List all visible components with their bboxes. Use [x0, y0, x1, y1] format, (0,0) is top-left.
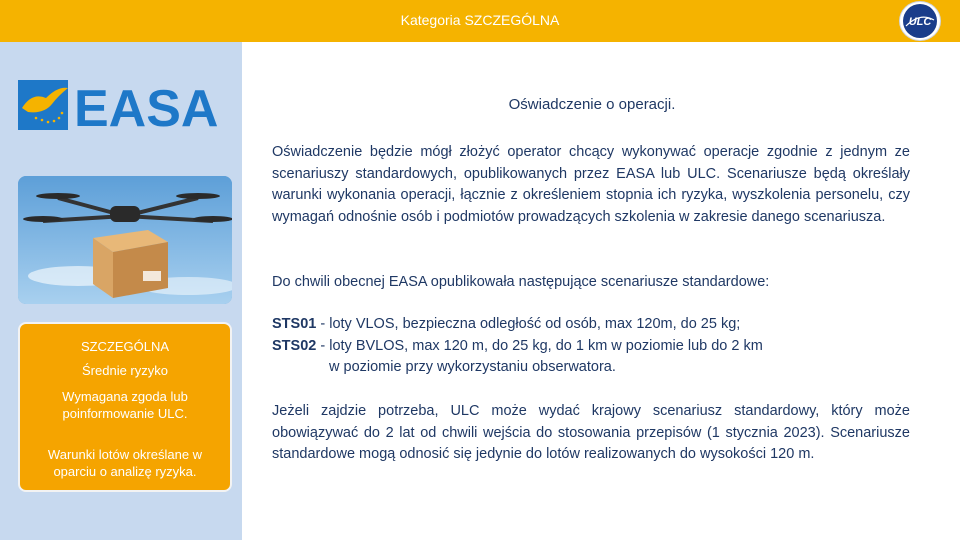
box-approval-line1: Wymagana zgoda lub — [62, 389, 188, 404]
sts01-description: - loty VLOS, bezpieczna odległość od osób, max 120m, do 25 kg; — [316, 316, 741, 332]
box-approval-line2: poinformowanie ULC. — [62, 406, 188, 421]
box-risk-level: Średnie ryzyko — [82, 363, 168, 378]
scenario-sts02 — [272, 336, 910, 358]
ulc-logo-text: ULC — [908, 16, 932, 28]
category-info-box — [18, 322, 232, 492]
paragraph-declaration: Oświadczenie będzie mógł złożyć operator chcący wykonywać operacje zgodnie z jednym ze scenariuszy standardowych, opublikowanych przez EASA lub ULC. Scenariusze będą określały warunki wykonania operacji, łącznie z określeniem stopnia ich ryzyka, wyszkolenia personelu, czy wymagań odnośnie osób i podmiotów prowadzących szkolenia w zakresie danego scenariusza. — [272, 144, 910, 225]
sts02-continuation: w poziomie przy wykorzystaniu obserwatora. — [329, 359, 616, 375]
box-conditions-line1: Warunki lotów określane w — [47, 447, 203, 462]
box-category-name: SZCZEGÓLNA — [80, 339, 170, 354]
drone-photo — [18, 176, 232, 304]
section-heading: Oświadczenie o operacji. — [508, 96, 676, 113]
easa-logo-text: EASA — [74, 80, 219, 132]
box-conditions-line2: oparciu o analizę ryzyka. — [53, 464, 197, 479]
sts01-code: STS01 — [272, 316, 317, 332]
easa-logo — [18, 78, 224, 132]
sts02-code: STS02 — [272, 337, 317, 354]
top-bar — [0, 0, 960, 42]
sts02-description: - loty BVLOS, max 120 m, do 25 kg, do 1 km w poziomie lub do 2 km — [316, 337, 763, 354]
ulc-logo — [900, 2, 940, 40]
scenario-list — [272, 314, 910, 379]
slide-category-title: Kategoria SZCZEGÓLNA — [400, 12, 560, 28]
scenario-sts01 — [272, 314, 910, 336]
paragraph-national-scenario: Jeżeli zajdzie potrzeba, ULC może wydać krajowy scenariusz standardowy, który może obowiązywać do 2 lat od chwili wejścia do stosowania przepisów (1 stycznia 2023). Scenariusze standardowe mogą odnosić się jedynie do lotów realizowanych do wysokości 120 m. — [272, 403, 910, 462]
paragraph-scenarios-intro: Do chwili obecnej EASA opublikowała następujące scenariusze standardowe: — [272, 274, 770, 290]
